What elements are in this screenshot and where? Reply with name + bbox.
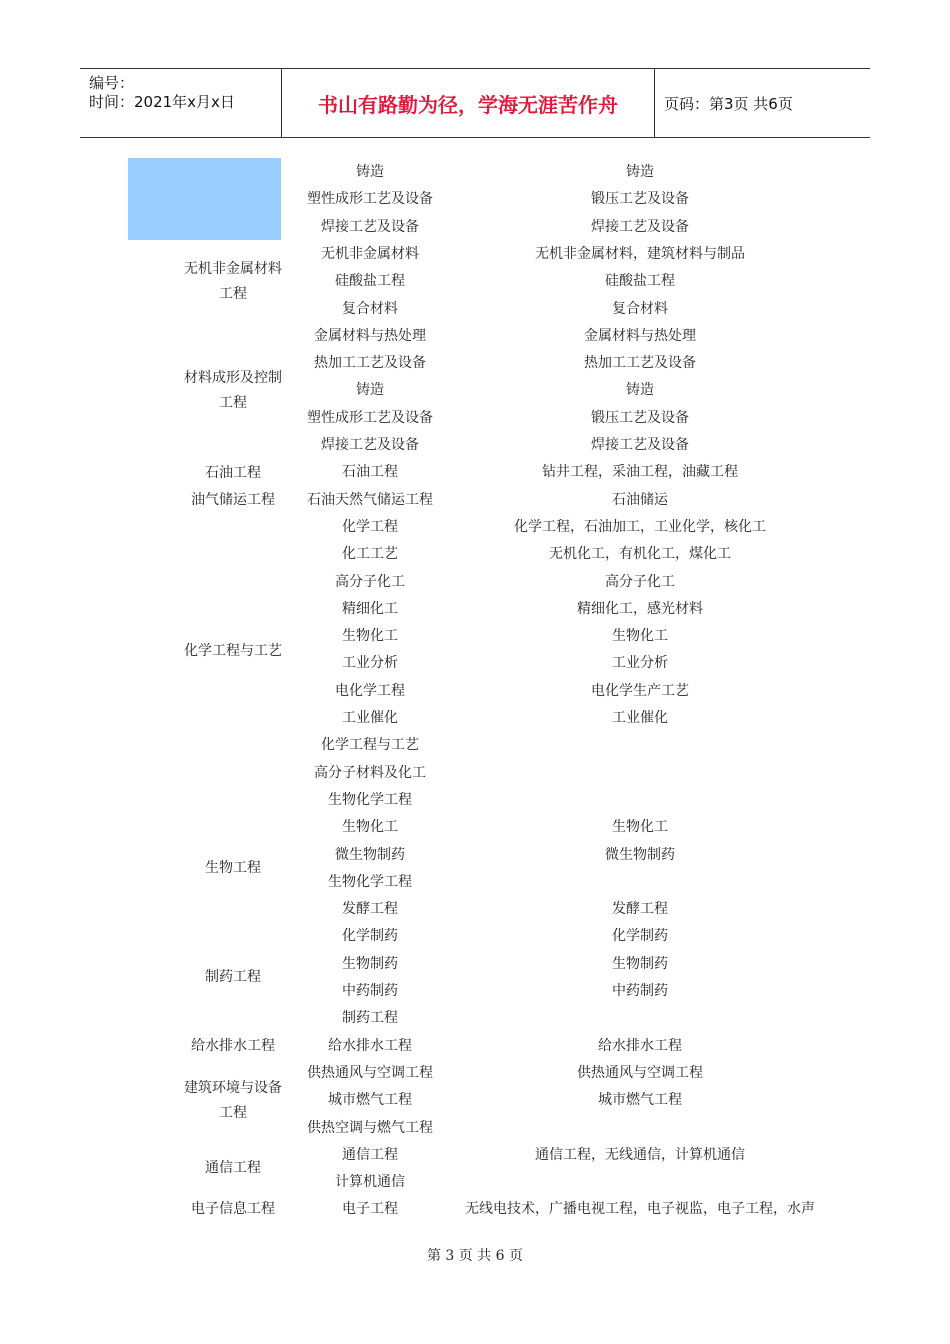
new-major-name: 电子工程: [342, 1201, 398, 1218]
table-row: [0, 461, 950, 483]
table-row: [0, 816, 950, 838]
old-major-name: 高分子化工: [605, 573, 675, 590]
table-row: [0, 379, 950, 401]
table-row: [0, 1171, 950, 1193]
old-major-name: 化学工程，石油加工，工业化学，核化工: [514, 518, 766, 535]
table-row: [0, 898, 950, 920]
new-major-name: 石油天然气储运工程: [307, 491, 433, 508]
new-major-name: 生物化学工程: [328, 873, 412, 890]
category-label: 电子信息工程: [191, 1201, 275, 1217]
old-major-name: 工业催化: [612, 710, 668, 726]
new-major-name: 塑性成形工艺及设备: [307, 191, 433, 208]
table-row: [0, 925, 950, 947]
new-major-name: 供热空调与燃气工程: [307, 1119, 433, 1136]
old-major-name: 热加工工艺及设备: [584, 355, 696, 372]
category-label: 材料成形及控制工程: [184, 370, 282, 411]
new-major-name: 硅酸盐工程: [335, 273, 405, 290]
new-major-name: 发酵工程: [342, 901, 398, 918]
new-major-name: 生物化工: [342, 628, 398, 645]
table-row: [0, 434, 950, 456]
new-major-name: 铸造: [356, 382, 384, 399]
new-major-name: 中药制药: [342, 983, 398, 999]
new-major-name: 高分子材料及化工: [314, 764, 426, 781]
old-major-name: 锻压工艺及设备: [591, 409, 689, 426]
category-label: 给水排水工程: [191, 1038, 275, 1054]
table-row: [0, 1198, 950, 1220]
old-major-name: 金属材料与热处理: [584, 327, 696, 344]
old-major-name: 锻压工艺及设备: [591, 191, 689, 208]
new-major-name: 热加工工艺及设备: [314, 355, 426, 372]
old-major-name: 生物化工: [612, 819, 668, 836]
old-major-name: 电化学生产工艺: [591, 682, 689, 699]
table-row: [0, 270, 950, 292]
old-major-name: 石油储运: [612, 491, 668, 508]
new-major-name: 供热通风与空调工程: [307, 1064, 433, 1081]
old-major-name: 焊接工艺及设备: [591, 218, 689, 235]
category-label: 无机非金属材料工程: [184, 261, 282, 302]
table-row: [0, 243, 950, 265]
table-row: [0, 1144, 950, 1166]
new-major-name: 制药工程: [342, 1010, 398, 1027]
table-row: [0, 1062, 950, 1084]
old-major-name: 通信工程，无线通信，计算机通信: [535, 1146, 745, 1163]
table-row: [0, 216, 950, 238]
old-major-name: 供热通风与空调工程: [577, 1064, 703, 1081]
new-major-name: 石油工程: [342, 464, 398, 481]
old-major-name: 生物制药: [612, 955, 668, 972]
table-row: [0, 844, 950, 866]
header-meta-cell: [80, 69, 282, 137]
table-row: [0, 680, 950, 702]
table-row: [0, 871, 950, 893]
new-major-name: 城市燃气工程: [328, 1092, 412, 1109]
old-major-name: 复合材料: [612, 300, 668, 317]
table-row: [0, 980, 950, 1002]
table-row: [0, 625, 950, 647]
old-major-name: 微生物制药: [605, 846, 675, 863]
table-row: [0, 762, 950, 784]
table-row: [0, 161, 950, 183]
old-major-name: 无机化工，有机化工，煤化工: [549, 546, 731, 563]
new-major-name: 生物化学工程: [328, 791, 412, 808]
new-major-name: 化学工程: [342, 518, 398, 535]
old-major-name: 焊接工艺及设备: [591, 437, 689, 453]
code-label: 编号：: [89, 74, 135, 92]
old-major-name: 给水排水工程: [598, 1037, 682, 1054]
new-major-name: 生物制药: [342, 955, 398, 972]
header-motto: 书山有路勤为径，学海无涯苦作舟: [282, 69, 655, 137]
category-label: 化学工程与工艺: [184, 643, 282, 659]
new-major-name: 电化学工程: [335, 682, 405, 699]
table-row: [0, 543, 950, 565]
new-major-name: 给水排水工程: [328, 1037, 412, 1054]
table-row: [0, 407, 950, 429]
new-major-name: 金属材料与热处理: [314, 327, 426, 344]
new-major-name: 工业分析: [342, 655, 398, 672]
old-major-name: 硅酸盐工程: [605, 273, 675, 290]
old-major-name: 无机非金属材料，建筑材料与制品: [535, 245, 745, 262]
table-row: [0, 1007, 950, 1029]
page-header: [80, 68, 870, 138]
new-major-name: 精细化工: [342, 600, 398, 617]
table-row: [0, 489, 950, 511]
new-major-name: 铸造: [356, 164, 384, 180]
old-major-name: 钻井工程，采油工程，油藏工程: [542, 464, 738, 481]
category-label: 石油工程: [205, 465, 261, 481]
old-major-name: 无线电技术，广播电视工程，电子视监，电子工程，水声: [465, 1201, 815, 1218]
table-row: [0, 1117, 950, 1139]
old-major-name: 铸造: [626, 164, 654, 180]
old-major-name: 城市燃气工程: [598, 1092, 682, 1109]
new-major-name: 工业催化: [342, 710, 398, 726]
table-row: [0, 1089, 950, 1111]
new-major-name: 无机非金属材料: [321, 245, 419, 262]
category-label: 通信工程: [205, 1160, 261, 1176]
table-row: [0, 298, 950, 320]
table-row: [0, 789, 950, 811]
category-label: 生物工程: [205, 860, 261, 876]
new-major-name: 焊接工艺及设备: [321, 437, 419, 453]
new-major-name: 化学制药: [342, 928, 398, 945]
time-label: 时间：2021年x月x日: [89, 93, 235, 111]
table-row: [0, 352, 950, 374]
new-major-name: 生物化工: [342, 819, 398, 836]
table-row: [0, 1035, 950, 1057]
new-major-name: 焊接工艺及设备: [321, 218, 419, 235]
page-footer: 第 3 页 共 6 页: [426, 1248, 524, 1264]
old-major-name: 工业分析: [612, 655, 668, 672]
new-major-name: 化学工程与工艺: [321, 737, 419, 754]
table-row: [0, 325, 950, 347]
new-major-name: 通信工程: [342, 1146, 398, 1163]
new-major-name: 化工工艺: [342, 546, 398, 563]
table-row: [0, 516, 950, 538]
new-major-name: 微生物制药: [335, 846, 405, 863]
new-major-name: 复合材料: [342, 300, 398, 317]
table-row: [0, 652, 950, 674]
table-row: [0, 734, 950, 756]
new-major-name: 计算机通信: [335, 1174, 405, 1191]
old-major-name: 精细化工，感光材料: [577, 600, 703, 617]
table-row: [0, 598, 950, 620]
category-label: 制药工程: [205, 969, 261, 985]
old-major-name: 化学制药: [612, 928, 668, 945]
new-major-name: 塑性成形工艺及设备: [307, 409, 433, 426]
header-page-number: 页码：第3页 共6页: [664, 94, 793, 113]
old-major-name: 中药制药: [612, 983, 668, 999]
table-row: [0, 707, 950, 729]
old-major-name: 生物化工: [612, 628, 668, 645]
old-major-name: 发酵工程: [612, 901, 668, 918]
category-label: 建筑环境与设备工程: [184, 1080, 282, 1121]
old-major-name: 铸造: [626, 382, 654, 399]
new-major-name: 高分子化工: [335, 573, 405, 590]
table-row: [0, 571, 950, 593]
table-row: [0, 953, 950, 975]
category-label: 油气储运工程: [191, 492, 275, 508]
table-row: [0, 188, 950, 210]
